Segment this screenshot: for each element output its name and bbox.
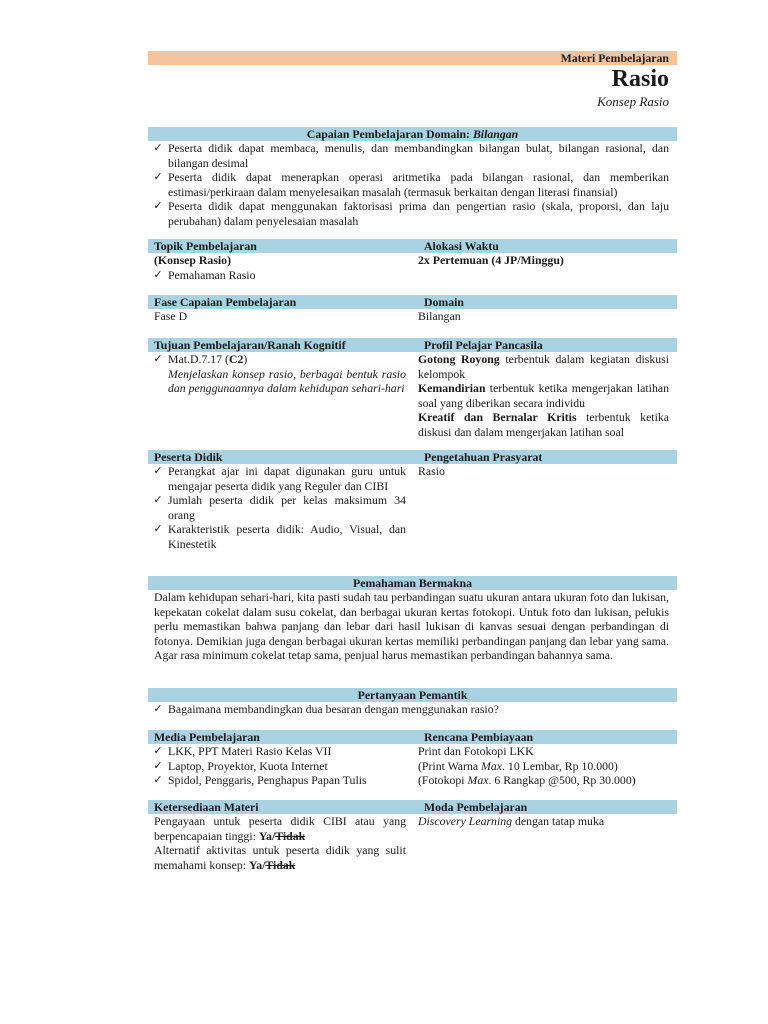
topik-header: Topik Pembelajaran Alokasi Waktu — [148, 239, 677, 253]
ketersediaan-p2: Alternatif aktivitas untuk peserta didik yang sulit memahami konsep: Ya/Tidak — [154, 843, 406, 872]
check-icon: ✓ — [153, 170, 163, 184]
check-icon: ✓ — [153, 773, 163, 787]
list-item: ✓ Peserta didik dapat menerapkan operasi aritmetika pada bilangan rasional, dan memberikan estimasi/perkiraan dalam menyelesaikan masalah (termasuk berkaitan dengan literasi finansial) — [148, 170, 677, 199]
page-subtitle: Konsep Rasio — [597, 94, 669, 109]
pemahaman-header: Pemahaman Bermakna — [148, 576, 677, 590]
ketersediaan-header: Ketersediaan Materi Moda Pembelajaran — [148, 800, 677, 814]
check-icon: ✓ — [153, 267, 163, 281]
check-icon: ✓ — [153, 702, 163, 715]
check-icon: ✓ — [153, 758, 163, 772]
list-item: ✓ Karakteristik peserta didik: Audio, Visual, dan Kinestetik — [148, 522, 406, 551]
list-item: ✓ Jumlah peserta didik per kelas maksimum 34 orang — [148, 493, 406, 522]
media-section — [148, 730, 677, 788]
list-item: ✓ Peserta didik dapat membaca, menulis, dan membandingkan bilangan bulat, bilangan rasional, dan bilangan desimal — [148, 141, 677, 170]
check-icon: ✓ — [153, 141, 163, 154]
profil-entry: Kemandirian terbentuk ketika mengerjakan latihan soal yang diberikan secara individu — [418, 381, 669, 410]
prasyarat-value: Rasio — [418, 464, 445, 478]
fase-section — [148, 295, 677, 324]
check-icon: ✓ — [153, 744, 163, 757]
list-item: ✓ Pemahaman Rasio — [148, 268, 412, 283]
check-icon: ✓ — [153, 199, 163, 213]
biaya-line: (Print Warna Max. 10 Lembar, Rp 10.000) — [418, 758, 618, 773]
tujuan-header: Tujuan Pembelajaran/Ranah Kognitif Profil Pelajar Pancasila — [148, 338, 677, 352]
pemahaman-section — [148, 576, 677, 663]
list-item: ✓ Mat.D.7.17 (C2) Menjelaskan konsep rasio, berbagai bentuk rasio dan penggunaannya dalam kehidupan sehari-hari — [148, 352, 406, 396]
tujuan-section — [148, 338, 677, 440]
list-item: ✓ Peserta didik dapat menggunakan faktorisasi prima dan pengertian rasio (skala, proporsi, dan laju perubahan) dalam penyelesaian masalah — [148, 199, 677, 228]
topik-section — [148, 239, 677, 282]
profil-entry: Kreatif dan Bernalar Kritis terbentuk ketika diskusi dan dalam mengerjakan latihan soal — [418, 410, 669, 439]
biaya-line: (Fotokopi Max. 6 Rangkap @500, Rp 30.000) — [418, 773, 636, 788]
peserta-header: Peserta Didik Pengetahuan Prasyarat — [148, 450, 677, 464]
tujuan-desc: Menjelaskan konsep rasio, berbagai bentuk rasio dan penggunaannya dalam kehidupan sehari-hari — [168, 366, 406, 396]
check-icon: ✓ — [153, 522, 163, 536]
topik-heading: (Konsep Rasio) — [154, 253, 232, 267]
capaian-header: Capaian Pembelajaran Domain: Bilangan — [148, 127, 677, 141]
fase-value: Fase D — [154, 309, 188, 323]
page-title: Rasio — [611, 66, 669, 92]
pemahaman-text: Dalam kehidupan sehari-hari, kita pasti sudah tau perbandingan suatu ukuran antara ukuran foto dan lukisan, kepekatan cokelat dalam susu cokelat, dan berbagai ukuran kertas fotokopi. Untuk foto dan lukisan, pelukis perlu memastikan bahwa panjang dan lebar dari hasil lukisan di kanvas sesuai dengan perbandingan di fotonya. Demikian juga dengan berbagai ukuran kertas memiliki perbandingan panjang dan lebar yang sama. Agar rasa minimum cokelat tetap sama, penjual harus memastikan perbandingan bahannya sama. — [154, 590, 669, 663]
pertanyaan-section — [148, 688, 677, 717]
band-label: Materi Pembelajaran — [560, 51, 669, 65]
pertanyaan-header: Pertanyaan Pemantik — [148, 688, 677, 702]
top-band — [148, 51, 677, 65]
biaya-line: Print dan Fotokopi LKK — [418, 744, 534, 758]
domain-value: Bilangan — [418, 309, 461, 323]
profil-entry: Gotong Royong terbentuk dalam kegiatan diskusi kelompok — [418, 352, 670, 381]
list-item: ✓ Perangkat ajar ini dapat digunakan guru untuk mengajar peserta didik yang Reguler dan CIBI — [148, 464, 406, 493]
list-item: ✓ LKK, PPT Materi Rasio Kelas VII — [148, 744, 406, 759]
check-icon: ✓ — [153, 493, 163, 507]
list-item: ✓ Bagaimana membandingkan dua besaran dengan menggunakan rasio? — [148, 702, 677, 717]
check-icon: ✓ — [153, 352, 163, 365]
list-item: ✓ Spidol, Penggaris, Penghapus Papan Tulis — [148, 773, 406, 788]
media-header: Media Pembelajaran Rencana Pembiayaan — [148, 730, 677, 744]
capaian-section — [148, 127, 677, 229]
check-icon: ✓ — [153, 464, 163, 477]
alokasi-value: 2x Pertemuan (4 JP/Minggu) — [418, 253, 564, 267]
peserta-section — [148, 450, 677, 552]
moda-value: Discovery Learning dengan tatap muka — [418, 814, 605, 828]
ketersediaan-section — [148, 800, 677, 872]
fase-header: Fase Capaian Pembelajaran Domain — [148, 295, 677, 309]
ketersediaan-p1: Pengayaan untuk peserta didik CIBI atau yang berpencapaian tinggi: Ya/Tidak — [154, 814, 406, 843]
list-item: ✓ Laptop, Proyektor, Kuota Internet — [148, 759, 406, 774]
